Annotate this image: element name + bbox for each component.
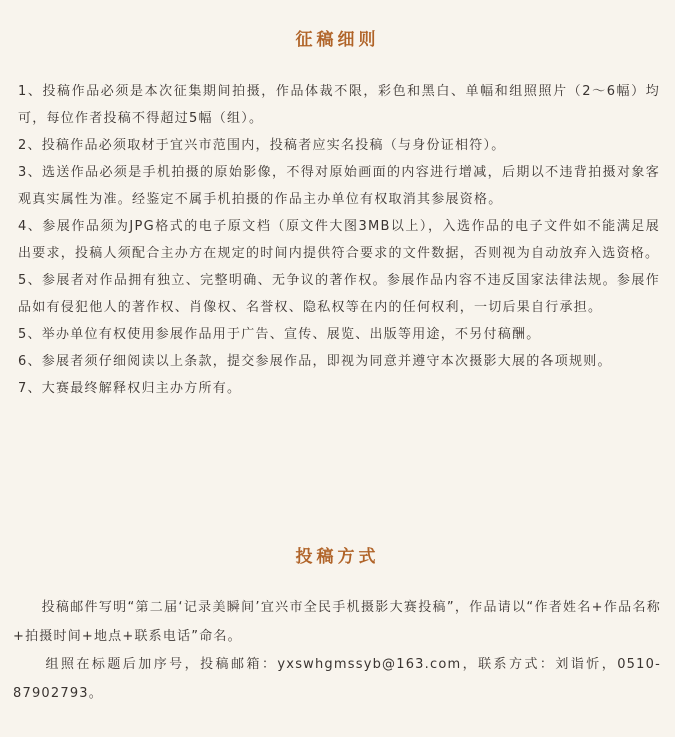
submit-paragraph-2: 组照在标题后加序号，投稿邮箱：yxswhgmssyb@163.com，联系方式：刘诣忻，0510-87902793。 [13, 657, 661, 701]
rule-item-6: 5、举办单位有权使用参展作品用于广告、宣传、展览、出版等用途，不另付稿酬。 [18, 327, 541, 342]
rule-item-1: 1、投稿作品必须是本次征集期间拍摄，作品体裁不限，彩色和黑白、单幅和组照照片（2～6幅）均可，每位作者投稿不得超过5幅（组）。 [18, 84, 660, 126]
rule-item-4: 4、参展作品须为JPG格式的电子原文档（原文件大图3MB以上），入选作品的电子文件如不能满足展出要求，投稿人须配合主办方在规定的时间内提供符合要求的文件数据，否则视为自动放弃入选资格。 [18, 219, 660, 261]
rule-item-8: 7、大赛最终解释权归主办方所有。 [18, 381, 242, 396]
submit-section-title: 投稿方式 [295, 547, 380, 567]
rule-item-3: 3、选送作品必须是手机拍摄的原始影像，不得对原始画面的内容进行增减，后期以不违背拍摄对象客观真实属性为准。经鉴定不属手机拍摄的作品主办单位有权取消其参展资格。 [18, 165, 660, 207]
rule-item-7: 6、参展者须仔细阅读以上条款，提交参展作品，即视为同意并遵守本次摄影大展的各项规则。 [18, 354, 612, 369]
rule-item-5: 5、参展者对作品拥有独立、完整明确、无争议的著作权。参展作品内容不违反国家法律法规。参展作品如有侵犯他人的著作权、肖像权、名誉权、隐私权等在内的任何权利，一切后果自行承担。 [18, 273, 660, 315]
submit-section-body [13, 594, 661, 708]
rules-section-title: 征稿细则 [295, 30, 380, 50]
submit-paragraph-1: 投稿邮件写明“第二届‘记录美瞬间’宜兴市全民手机摄影大赛投稿”，作品请以“作者姓名+作品名称+拍摄时间+地点+联系电话”命名。 [13, 600, 661, 644]
rule-item-2: 2、投稿作品必须取材于宜兴市范围内，投稿者应实名投稿（与身份证相符）。 [18, 138, 506, 153]
rules-list [18, 78, 660, 402]
